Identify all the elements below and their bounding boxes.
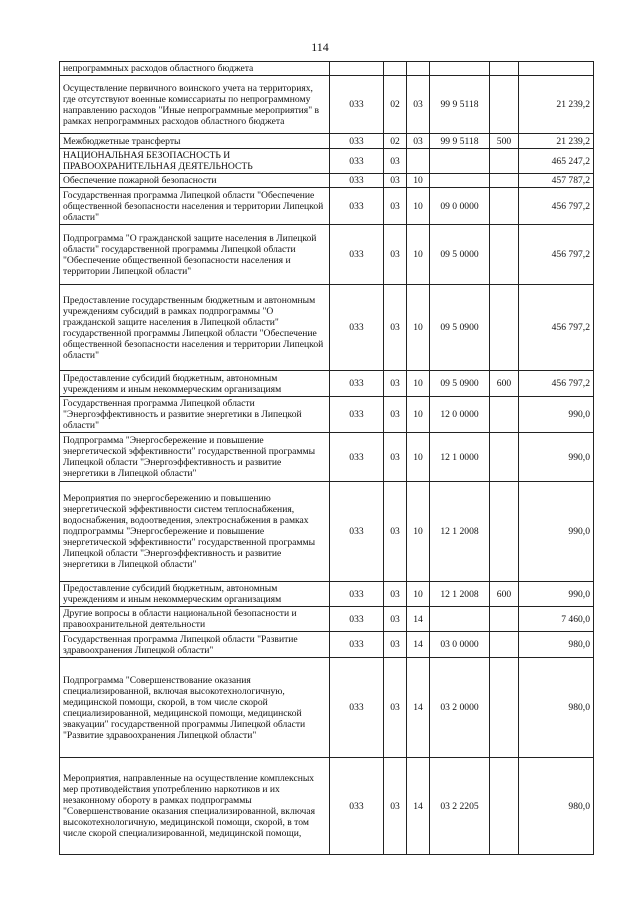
section-code: 03: [384, 174, 407, 188]
subsection-code: 14: [407, 758, 430, 855]
row-name: Предоставление субсидий бюджетным, автономным учреждениям и иным некоммерческим организациям: [60, 582, 330, 607]
target-article-code: 03 2 0000: [430, 658, 490, 758]
amount: 7 460,0: [519, 607, 594, 632]
ministry-code: 033: [330, 632, 384, 658]
table-row: [60, 632, 594, 658]
amount: [519, 62, 594, 76]
section-code: 03: [384, 149, 407, 174]
row-name: Обеспечение пожарной безопасности: [60, 174, 330, 188]
table-row: [60, 225, 594, 285]
target-article-code: [430, 62, 490, 76]
section-code: 03: [384, 482, 407, 582]
target-article-code: [430, 149, 490, 174]
subsection-code: 10: [407, 482, 430, 582]
table-row: [60, 607, 594, 632]
row-name: Другие вопросы в области национальной безопасности и правоохранительной деятельности: [60, 607, 330, 632]
ministry-code: 033: [330, 582, 384, 607]
expense-type-code: 600: [490, 371, 519, 397]
table-body: [60, 62, 594, 855]
section-code: 03: [384, 371, 407, 397]
subsection-code: 14: [407, 658, 430, 758]
table-row: [60, 62, 594, 76]
row-name: Предоставление государственным бюджетным и автономным учреждениям субсидий в рамках подпрограммы "О гражданской защите населения в Липецкой области" государственной программы Липецкой области "Обеспечение общественной безопасности населения и территории Липецкой области": [60, 285, 330, 371]
page-number: 114: [311, 40, 329, 54]
section-code: 03: [384, 632, 407, 658]
target-article-code: 09 5 0900: [430, 371, 490, 397]
amount: 990,0: [519, 433, 594, 482]
table-row: [60, 758, 594, 855]
expense-type-code: [490, 149, 519, 174]
target-article-code: 99 9 5118: [430, 76, 490, 134]
expense-type-code: 500: [490, 134, 519, 149]
section-code: 03: [384, 225, 407, 285]
section-code: 02: [384, 134, 407, 149]
target-article-code: [430, 174, 490, 188]
table-row: [60, 433, 594, 482]
row-name: Государственная программа Липецкой области "Развитие здравоохранения Липецкой области": [60, 632, 330, 658]
subsection-code: 03: [407, 76, 430, 134]
subsection-code: 10: [407, 174, 430, 188]
ministry-code: 033: [330, 149, 384, 174]
row-name: непрограммных расходов областного бюджета: [60, 62, 330, 76]
amount: 456 797,2: [519, 188, 594, 225]
subsection-code: 10: [407, 225, 430, 285]
expense-type-code: [490, 76, 519, 134]
amount: 990,0: [519, 582, 594, 607]
target-article-code: 99 9 5118: [430, 134, 490, 149]
amount: 990,0: [519, 397, 594, 433]
amount: 465 247,2: [519, 149, 594, 174]
ministry-code: 033: [330, 225, 384, 285]
subsection-code: 14: [407, 607, 430, 632]
ministry-code: 033: [330, 76, 384, 134]
subsection-code: 10: [407, 582, 430, 607]
section-code: 03: [384, 758, 407, 855]
budget-table: [59, 61, 594, 855]
expense-type-code: [490, 658, 519, 758]
table-row: [60, 149, 594, 174]
ministry-code: 033: [330, 482, 384, 582]
section-code: 03: [384, 433, 407, 482]
row-name: Мероприятия по энергосбережению и повышению энергетической эффективности систем теплоснабжения, водоснабжения, водоотведения, электроснабжения в рамках подпрограммы "Энергосбережение и повышение энергетической эффективности" государственной программы Липецкой области "Энергоэффективность и развитие энергетики в Липецкой области": [60, 482, 330, 582]
expense-type-code: [490, 174, 519, 188]
target-article-code: 09 5 0900: [430, 285, 490, 371]
ministry-code: 033: [330, 658, 384, 758]
amount: 980,0: [519, 632, 594, 658]
expense-type-code: [490, 285, 519, 371]
section-code: 03: [384, 188, 407, 225]
row-name: Государственная программа Липецкой области "Обеспечение общественной безопасности населения и территории Липецкой области": [60, 188, 330, 225]
target-article-code: 09 0 0000: [430, 188, 490, 225]
section-code: [384, 62, 407, 76]
subsection-code: 10: [407, 433, 430, 482]
table-row: [60, 76, 594, 134]
row-name: Предоставление субсидий бюджетным, автономным учреждениям и иным некоммерческим организациям: [60, 371, 330, 397]
table-row: [60, 188, 594, 225]
ministry-code: 033: [330, 371, 384, 397]
section-code: 03: [384, 582, 407, 607]
table-row: [60, 658, 594, 758]
expense-type-code: [490, 397, 519, 433]
target-article-code: 03 2 2205: [430, 758, 490, 855]
ministry-code: 033: [330, 188, 384, 225]
row-name: Осуществление первичного воинского учета на территориях, где отсутствуют военные комиссариаты по непрограммному направлению расходов "Иные непрограммные мероприятия" в рамках непрограммных расходов областного бюджета: [60, 76, 330, 134]
row-name: Межбюджетные трансферты: [60, 134, 330, 149]
section-code: 03: [384, 658, 407, 758]
expense-type-code: [490, 62, 519, 76]
amount: 456 797,2: [519, 285, 594, 371]
table-row: [60, 285, 594, 371]
row-name: Подпрограмма "О гражданской защите населения в Липецкой области" государственной программы Липецкой области "Обеспечение общественной безопасности населения и территории Липецкой области": [60, 225, 330, 285]
table-row: [60, 582, 594, 607]
target-article-code: 12 1 2008: [430, 482, 490, 582]
amount: 980,0: [519, 758, 594, 855]
subsection-code: 10: [407, 188, 430, 225]
subsection-code: 14: [407, 632, 430, 658]
ministry-code: 033: [330, 134, 384, 149]
table-row: [60, 174, 594, 188]
table-row: [60, 397, 594, 433]
expense-type-code: 600: [490, 582, 519, 607]
expense-type-code: [490, 225, 519, 285]
expense-type-code: [490, 607, 519, 632]
amount: 21 239,2: [519, 76, 594, 134]
ministry-code: 033: [330, 433, 384, 482]
row-name: Государственная программа Липецкой области "Энергоэффективность и развитие энергетики в Липецкой области": [60, 397, 330, 433]
amount: 980,0: [519, 658, 594, 758]
section-code: 03: [384, 397, 407, 433]
expense-type-code: [490, 632, 519, 658]
target-article-code: 09 5 0000: [430, 225, 490, 285]
amount: 990,0: [519, 482, 594, 582]
target-article-code: 12 1 0000: [430, 433, 490, 482]
expense-type-code: [490, 188, 519, 225]
expense-type-code: [490, 758, 519, 855]
row-name: НАЦИОНАЛЬНАЯ БЕЗОПАСНОСТЬ И ПРАВООХРАНИТЕЛЬНАЯ ДЕЯТЕЛЬНОСТЬ: [60, 149, 330, 174]
row-name: Подпрограмма "Совершенствование оказания специализированной, включая высокотехнологичную, медицинской помощи, скорой, в том числе скорой специализированной, медицинской помощи, медицинской эвакуации" государственной программы Липецкой области "Развитие здравоохранения Липецкой области": [60, 658, 330, 758]
ministry-code: 033: [330, 285, 384, 371]
expense-type-code: [490, 433, 519, 482]
subsection-code: 03: [407, 134, 430, 149]
table-row: [60, 482, 594, 582]
target-article-code: 12 0 0000: [430, 397, 490, 433]
amount: 21 239,2: [519, 134, 594, 149]
section-code: 03: [384, 607, 407, 632]
table-row: [60, 134, 594, 149]
amount: 456 797,2: [519, 225, 594, 285]
ministry-code: 033: [330, 397, 384, 433]
amount: 456 797,2: [519, 371, 594, 397]
section-code: 02: [384, 76, 407, 134]
subsection-code: 10: [407, 397, 430, 433]
ministry-code: [330, 62, 384, 76]
ministry-code: 033: [330, 174, 384, 188]
ministry-code: 033: [330, 758, 384, 855]
subsection-code: 10: [407, 285, 430, 371]
table-row: [60, 371, 594, 397]
subsection-code: 10: [407, 371, 430, 397]
subsection-code: [407, 62, 430, 76]
target-article-code: [430, 607, 490, 632]
ministry-code: 033: [330, 607, 384, 632]
subsection-code: [407, 149, 430, 174]
amount: 457 787,2: [519, 174, 594, 188]
row-name: Подпрограмма "Энергосбережение и повышение энергетической эффективности" государственной программы Липецкой области "Энергоэффективность и развитие энергетики в Липецкой области": [60, 433, 330, 482]
expense-type-code: [490, 482, 519, 582]
section-code: 03: [384, 285, 407, 371]
target-article-code: 12 1 2008: [430, 582, 490, 607]
target-article-code: 03 0 0000: [430, 632, 490, 658]
row-name: Мероприятия, направленные на осуществление комплексных мер противодействия употреблению наркотиков и их незаконному обороту в рамках подпрограммы "Совершенствование оказания специализированной, включая высокотехнологичную, медицинской помощи, скорой, в том числе скорой специализированной, медицинской помощи,: [60, 758, 330, 855]
